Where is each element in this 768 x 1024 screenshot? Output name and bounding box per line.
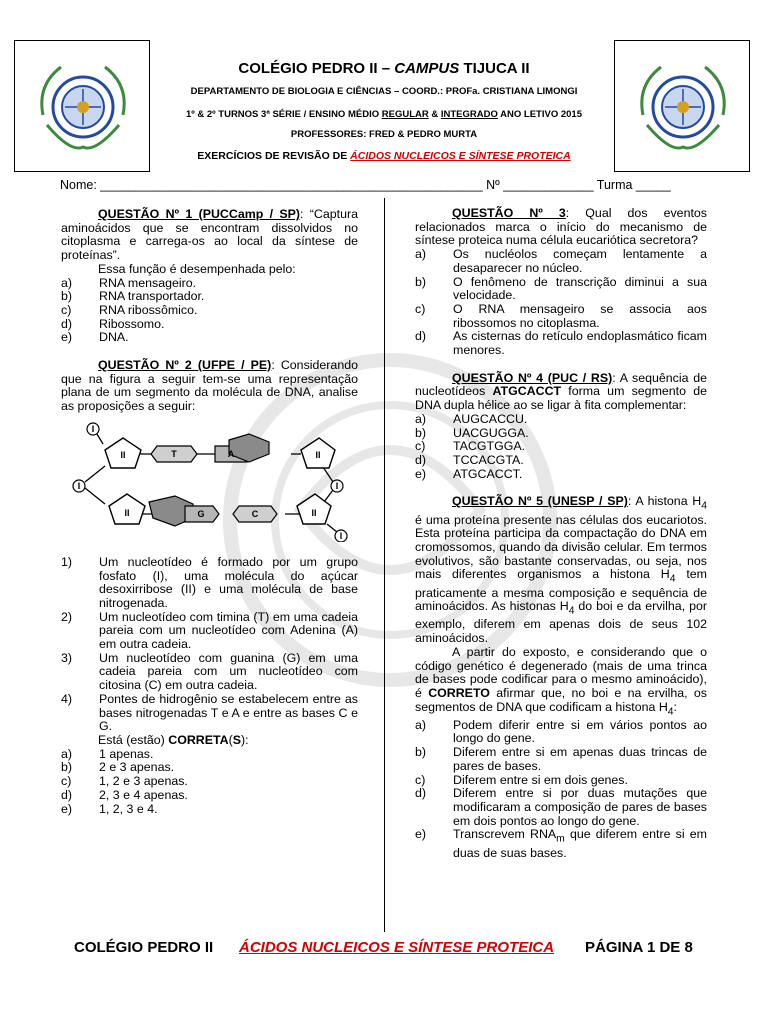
fig-label-sugar: II: [311, 507, 317, 518]
fig-label-cytosine: C: [251, 508, 259, 519]
option-c: c) 1, 2 e 3 apenas.: [61, 774, 188, 789]
option-b: b) O fenômeno de transcrição diminui a sua velocidade.: [415, 274, 707, 303]
school-title: COLÉGIO PEDRO II – CAMPUS TIJUCA II: [238, 60, 530, 77]
option-d: d) TCCACGTA.: [415, 452, 524, 467]
footer-page-number: PÁGINA 1 DE 8: [585, 939, 693, 956]
option-a: a) 1 apenas.: [61, 746, 154, 761]
q5-context: A partir do exposto, e considerando que o código genético é degenerado (mais de uma trinca de bases pode codificar para o mesmo aminoácido), é CORRETO afirmar que, no boi e na ervilha, os segmentos de DNA que codificam a histona $H_4$:: [415, 644, 707, 718]
option-c: c) TACGTGGA.: [415, 439, 526, 454]
option-c: c) RNA ribossômico.: [61, 302, 198, 317]
option-e: e) ATGCACCT.: [415, 466, 523, 481]
exercise-title: EXERCÍCIOS DE REVISÃO DE ÁCIDOS NUCLEICOS E SÍNTESE PROTEICA: [197, 150, 571, 162]
option-d: d) Ribossomo.: [61, 316, 165, 331]
fig-label-sugar: II: [315, 449, 321, 460]
fig-label-adenine: A: [227, 448, 235, 459]
option-b: b) 2 e 3 apenas.: [61, 760, 175, 775]
option-c: c) Diferem entre si em dois genes.: [415, 772, 628, 787]
proposition-3: 3) Um nucleotídeo com guanina (G) em uma cadeia pareia com um nucleotídeo com citosina (C) em outra cadeia.: [61, 650, 358, 693]
q4-options: [415, 413, 707, 482]
option-b: b) Diferem entre si em apenas duas trincas de pares de bases.: [415, 745, 707, 773]
q2-subprompt: Está (estão) CORRETA(S):: [98, 732, 249, 747]
q2-statement: QUESTÃO Nº 2 (UFPE / PE): Considerando que na figura a seguir tem-se uma representação plana de um segmento da molécula de DNA, analise as proposições a seguir:: [61, 358, 358, 414]
option-e: e) DNA.: [61, 330, 129, 345]
option-b: b) RNA transportador.: [61, 289, 205, 304]
option-d: d) Diferem entre si por duas mutações que modificaram a composição de pares de bases em dois pontos ao longo do gene.: [415, 786, 707, 828]
option-a: a) RNA mensageiro.: [61, 275, 197, 290]
q1-subprompt: Essa função é desempenhada pelo:: [98, 261, 296, 276]
option-b: b) UACGUGGA.: [415, 425, 529, 440]
option-a: a) Os nucléolos começam lentamente a desaparecer no núcleo.: [415, 247, 707, 275]
dna-segment-figure: [65, 420, 355, 542]
option-e: e) 1, 2, 3 e 4.: [61, 801, 158, 816]
option-a: a) AUGCACCU.: [415, 411, 528, 426]
q3-statement: QUESTÃO Nº 3: Qual dos eventos relacionados marca o início do mecanismo de síntese proteica numa célula eucariótica secretora?: [415, 206, 707, 248]
q5-statement: QUESTÃO Nº 5 (UNESP / SP): A histona $H_4$ é uma proteína presente nas células dos eucariotos. Esta proteína participa da compactação do DNA em cromossomos, quando da divisão celular. Em termos evolutivos, são bastante conservadas, ou seja, nos mais diferentes organismos a histona $H_4$ tem praticamente a mesma composição e sequência de aminoácidos. As histonas $H_4$ do boi e da ervilha, por exemplo, diferem em apenas dois de seus 102 aminoácidos.: [415, 494, 707, 646]
footer-school: COLÉGIO PEDRO II: [74, 939, 214, 956]
right-column: [415, 207, 707, 860]
q5-options: [415, 719, 707, 861]
fig-label-phosphate: I: [77, 480, 81, 491]
column-divider: [384, 198, 385, 932]
student-name-line: Nome: _______________________________________________________ Nº _____________ Turma _____: [60, 178, 671, 192]
q1-options: [61, 277, 358, 346]
school-logo-left: [14, 40, 150, 172]
option-d: d) As cisternas do retículo endoplasmático ficam menores.: [415, 329, 707, 358]
proposition-1: 1) Um nucleotídeo é formado por um grupo fosfato (I), uma molécula do açúcar desoxirribose (II) e uma molécula de base nitrogenada.: [61, 554, 358, 610]
option-e: e) Transcrevem $RNA_m$ que diferem entre si em duas de suas bases.: [415, 827, 708, 860]
q3-options: [415, 248, 707, 358]
fig-label-sugar: II: [120, 449, 126, 460]
q2-options: [61, 748, 358, 817]
school-seal-icon: [31, 55, 135, 159]
fig-label-phosphate: I: [335, 480, 339, 491]
fig-label-sugar: II: [124, 507, 130, 518]
school-seal-icon: [631, 55, 735, 159]
q2-propositions: [61, 556, 358, 734]
footer-topic: ÁCIDOS NUCLEICOS E SÍNTESE PROTEICA: [239, 939, 555, 956]
proposition-4: 4) Pontes de hidrogênio se estabelecem entre as bases nitrogenadas T e A e entre as bases C e G.: [61, 691, 358, 734]
school-logo-right: [614, 40, 750, 172]
left-column: [61, 208, 358, 816]
fig-label-phosphate: I: [339, 530, 343, 541]
class-info-line: 1º & 2º TURNOS 3ª SÉRIE / ENSINO MÉDIO REGULAR & INTEGRADO ANO LETIVO 2015: [186, 109, 582, 120]
q4-statement: QUESTÃO Nº 4 (PUC / RS): A sequência de nucleotídeos ATGCACCT forma um segmento de DNA dupla hélice ao se ligar à fita complementar:: [415, 370, 707, 413]
q1-statement: QUESTÃO Nº 1 (PUCCamp / SP): “Captura aminoácidos que se encontram dissolvidos no citoplasma e carrega-os ao local da síntese de proteínas”.: [61, 207, 358, 263]
fig-label-phosphate: I: [91, 423, 95, 434]
option-c: c) O RNA mensageiro se associa aos ribossomos no citoplasma.: [415, 301, 707, 330]
teachers-line: PROFESSORES: FRED & PEDRO MURTA: [290, 129, 478, 140]
fig-label-guanine: G: [197, 508, 205, 519]
option-d: d) 2, 3 e 4 apenas.: [61, 787, 188, 802]
proposition-2: 2) Um nucleotídeo com timina (T) em uma cadeia pareia com um nucleotídeo com Adenina (A) em outra cadeia.: [61, 609, 358, 652]
department-line: DEPARTAMENTO DE BIOLOGIA E CIÊNCIAS – COORD.: PROFa. CRISTIANA LIMONGI: [190, 86, 578, 97]
option-a: a) Podem diferir entre si em vários pontos ao longo do gene.: [415, 717, 707, 746]
fig-label-thymine: T: [171, 448, 177, 459]
